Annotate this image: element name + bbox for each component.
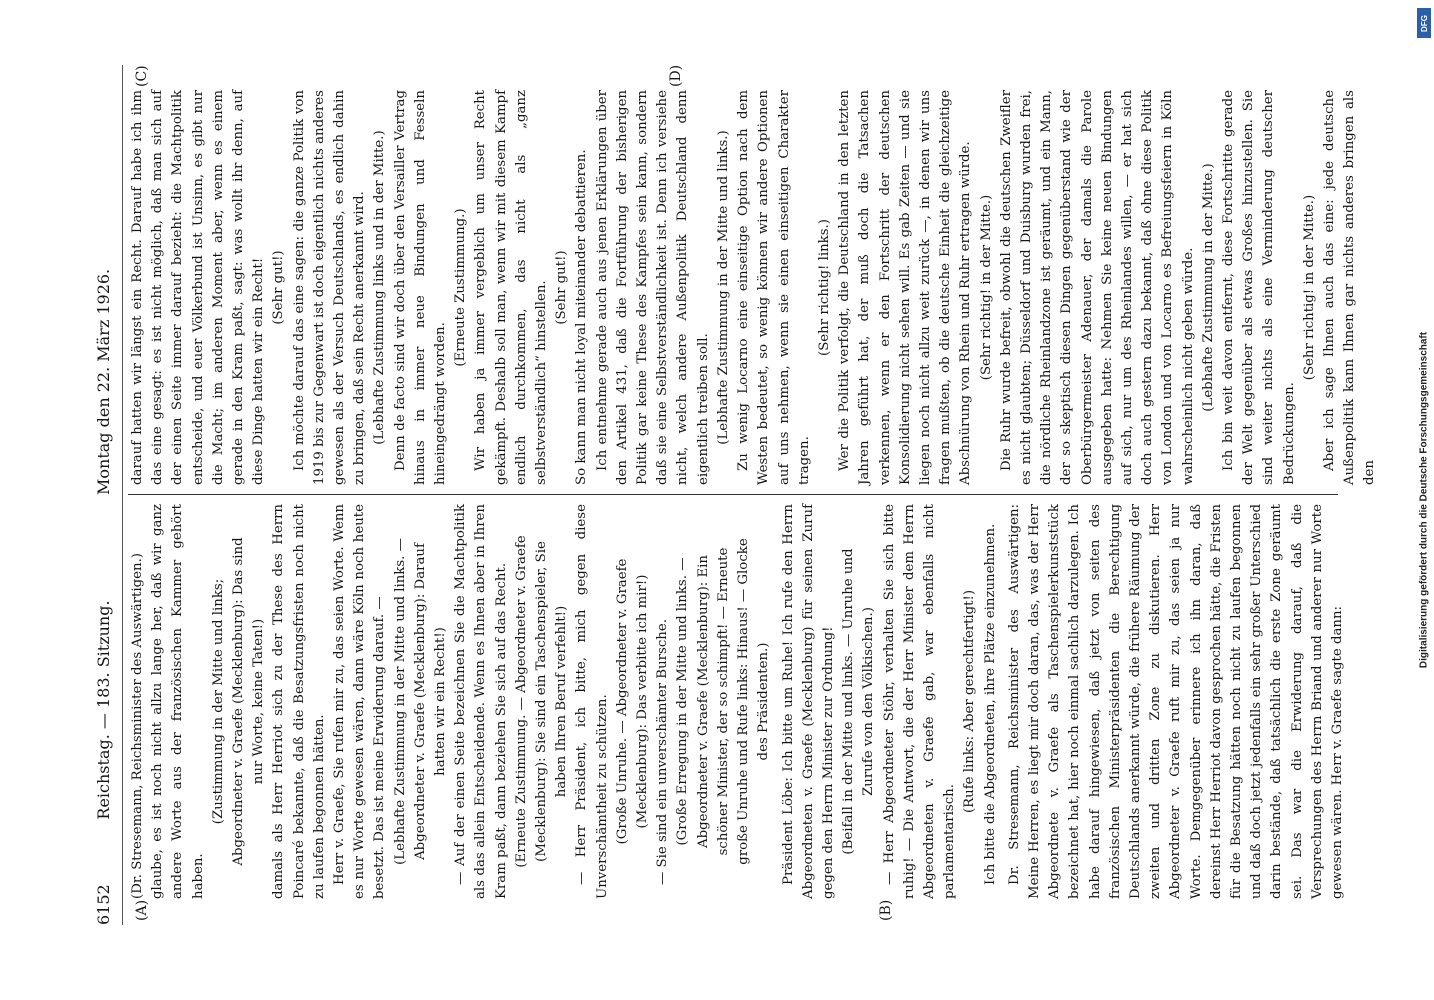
paragraph: Ich entnehme gerade auch aus jenen Erklärungen über den Artikel 431, daß die Fortführung der bisherigen Politik gar keine These des Kampfes sein kann, sondern daß sie eine Selbstverständlichkeit ist. Denn ich versiehe nicht, welch andere Außenpolitik Deutschland denn eigentlich treiben soll. — [594, 90, 711, 485]
interjection: (Sehr richtig! in der Mitte.) — [978, 194, 994, 381]
interjection: (Lebhafte Zustimmung links und in der Mitte.) — [372, 130, 388, 445]
interjection: (Lebhafte Zustimmung in der Mitte.) — [1200, 163, 1216, 412]
paragraph: Wer die Politik verfolgt, die Deutschland in den letzten Jahren geführt hat, der muß doch die Tatsachen verkennen, wenn er den Fortschritt der deutschen Konsolidierung nicht sehen will. Es gab Zeiten — und sie liegen noch nicht allzu weit zurück —, in denen wir uns fragen mußten, ob die deutsche Einheit die gleichzeitige Abschnürung von Rhein und Ruhr ertragen würde. — [837, 90, 974, 485]
interjection: (Beifall in der Mitte und links. — Unruhe und Zurufe von den Völkischen.) — [841, 548, 877, 855]
interjection: (Lebhafte Zustimmung in der Mitte und links.) — [715, 130, 731, 445]
paragraph: Ich bin weit davon entfernt, diese Fortschritte gerade der Welt gegenüber als etwas Großes hinzustellen. Sie sind weiter nichts als eine Verminderung deutscher Bedrückungen. — [1220, 90, 1297, 485]
interjection: (Sehr gut!) — [554, 250, 570, 325]
paragraph: darauf hatten wir längst ein Recht. Darauf habe ich ihm das eine gesagt: es ist nicht möglich, daß man sich auf der einen Seite immer darauf bezieht: die Machtpolitik entscheide, und euer Völkerbund ist Unsinn, es gibt nur die Macht; im anderen Moment aber, wenn es einem gerade in den Kram paßt, sagt: was wollt ihr denn, auf diese Dinge hatten wir ein Recht! — [130, 90, 267, 485]
interjection: (Zustimmung in der Mitte und links; Abgeordneter v. Graefe (Mecklenburg): Das sind nur Worte, keine Taten!) — [210, 537, 267, 866]
paragraph: Wir haben ja immer vergeblich um unser Recht gekämpft. Deshalb soll man, wenn wir mit diesem Kampf endlich durchkommen, das nicht als „ganz selbstverständlich“ hinstellen. — [473, 90, 550, 485]
page-number: 6152 — [94, 884, 113, 925]
paragraph: glaube, es ist noch nicht allzu lange her, daß wir ganz andere Worte aus der französischen Kammer gehört haben. — [150, 504, 206, 899]
interjection: (Sehr richtig! in der Mitte.) — [1301, 194, 1317, 381]
paragraph: — Auf der einen Seite bezeichnen Sie die Machtpolitik als das allein Entscheidende. Wenn es Ihnen aber in Ihren Kram paßt, dann beziehen Sie sich auf das Recht. — [453, 504, 509, 899]
dfg-logo: DFG — [1417, 8, 1431, 38]
margin-marker-c: (C) — [134, 65, 150, 87]
interjection: (Erneute Zustimmung. — Abgeordneter v. Graefe (Mecklenburg): Sie sind ein Taschenspieler, Sie haben Ihren Beruf verfehlt!) — [513, 535, 570, 868]
interjection: (Sehr gut!) — [271, 250, 287, 325]
paragraph: So kann man nicht loyal miteinander debattieren. — [574, 149, 590, 485]
margin-marker-d: (D) — [668, 64, 684, 87]
paragraph: Zu wenig Locarno eine einseitige Option nach dem Westen bedeutet, so wenig können wir andere Optionen auf uns nehmen, wenn sie einen einseitigen Charakter tragen. — [736, 90, 812, 485]
paragraph: — Sie sind ein unverschämter Bursche. — [655, 619, 671, 885]
paragraph: — Herr Präsident, ich bitte, mich gegen diese Unverschämtheit zu schützen. — [574, 504, 610, 899]
header-divider — [122, 65, 123, 925]
paragraph: Herr v. Graefe, Sie rufen mir zu, das seien Worte. Wenn es nur Worte gewesen wären, dann wäre Köln noch heute besetzt. Das ist meine Erwiderung darauf. — — [332, 504, 388, 899]
column-divider — [128, 494, 1338, 495]
paragraph: damals als Herr Herriot sich zu der These des Herrn Poincaré bekannte, daß die Besatzungsfristen noch nicht zu laufen begonnen hätten. — [271, 504, 327, 899]
interjection: (Lebhafte Zustimmung in der Mitte und links. — Abgeordneter v. Graefe (Mecklenburg): Darauf hatten wir ein Recht!) — [392, 538, 449, 865]
interjection: (Rufe links: Aber gerechtfertigt!) — [962, 589, 978, 814]
paragraph: Ich möchte darauf das eine sagen: die ganze Politik von 1919 bis zur Gegenwart ist doch eigentlich nichts anderes gewesen als der Versuch Deutschlands, es endlich dahin zu bringen, daß sein Recht anerkannt wird. — [291, 90, 368, 485]
paragraph: Ich bitte die Abgeordneten, ihre Plätze einzunehmen. — [982, 523, 998, 885]
margin-marker-a: (A) — [134, 899, 150, 921]
interjection: (Sehr richtig! links.) — [816, 219, 832, 356]
paragraph: Aber ich sage Ihnen auch das eine: jede deutsche Außenpolitik kann Ihnen gar nichts anderes bringen als den — [1321, 90, 1378, 485]
president-speech: Präsident Löbe: Ich bitte um Ruhe! Ich rufe den Herrn Abgeordneten v. Graefe (Mecklenburg) für seinen Zuruf gegen den Herrn Minister zur Ordnung! — [780, 504, 836, 899]
right-column — [128, 90, 1378, 485]
margin-marker-b: (B) — [878, 899, 894, 921]
left-column — [128, 504, 1345, 899]
minister-speech: Dr. Stresemann, Reichsminister des Auswärtigen: Meine Herren, es liegt mir doch daran, das, was der Herr Abgeordnete v. Graefe als Taschenspielerkunststück bezeichnet hat, hier noch einmal sachlich darzulegen. Ich habe darauf hingewiesen, daß jetzt von seiten des französischen Ministerpräsidenten die Berechtigung Deutschlands anerkannt würde, die frühere Räumung der zweiten und dritten Zone zu diskutieren. Herr Abgeordneter v. Graefe ruft mir zu, das seien ja nur Worte. Demgegenüber erinnere ich ihn daran, daß dereinst Herr Herriot davon gesprochen hätte, die Fristen für die Besatzung hätten noch nicht zu laufen begonnen und daß doch jetzt jedenfalls ein sehr großer Unterschied darin bestände, daß tatsächlich die erste Zone geräumt sei. Das war die Erwiderung darauf, daß die Versprechungen des Herrn Briand und anderer nur Worte gewesen wären. Herr v. Graefe sagte dann: — [1006, 504, 1345, 899]
interjection: (Große Unruhe. — Abgeordneter v. Graefe (Mecklenburg): Das verbitte ich mir!) — [614, 558, 651, 845]
rotated-page — [88, 64, 1378, 925]
paragraph: Denn de facto sind wir doch über den Versailler Vertrag hinaus in immer neue Bindungen und Fesseln hineingedrängt worden. — [392, 90, 449, 485]
interjection: (Erneute Zustimmung.) — [453, 208, 469, 367]
digitization-credit: Digitalisierung gefördert durch die Deutsche Forschungsgemeinschaft — [1418, 331, 1430, 669]
header-date: Montag den 22. März 1926. — [94, 268, 113, 495]
paragraph: — Herr Abgeordneter Stöhr, verhalten Sie sich bitte ruhig! — Die Antwort, die der Herr Minister dem Herrn Abgeordneten v. Graefe gab, war ebenfalls nicht parlamentarisch. — [881, 504, 958, 899]
interjection: (Große Erregung in der Mitte und links. — Abgeordneter v. Graefe (Mecklenburg): Ein schöner Minister, der so schimpft! — Erneute große Unruhe und Rufe links: Hinaus! — Glocke des Präsidenten.) — [675, 538, 772, 865]
paragraph: Die Ruhr wurde befreit, obwohl die deutschen Zweifler es nicht glaubten; Düsseldorf und Duisburg wurden frei, die nördliche Rheinlandzone ist geräumt, und ein Mann, der so skeptisch diesen Dingen gegenüberstand wie der Oberbürgermeister Adenauer, der damals die Parole ausgegeben hatte: Nehmen Sie keine neuen Bindungen auf sich, nur um des Rheinlandes willen, — er hat sich doch auch gestern dazu bekannt, daß ohne diese Politik von London und von Locarno es Befreiungsfeiern in Köln wahrscheinlich nicht geben würde. — [998, 90, 1196, 485]
paragraph: (Dr. Stresemann, Reichsminister des Auswärtigen.) — [130, 553, 145, 899]
header-session-title: Reichstag. — 183. Sitzung. — [94, 600, 113, 820]
